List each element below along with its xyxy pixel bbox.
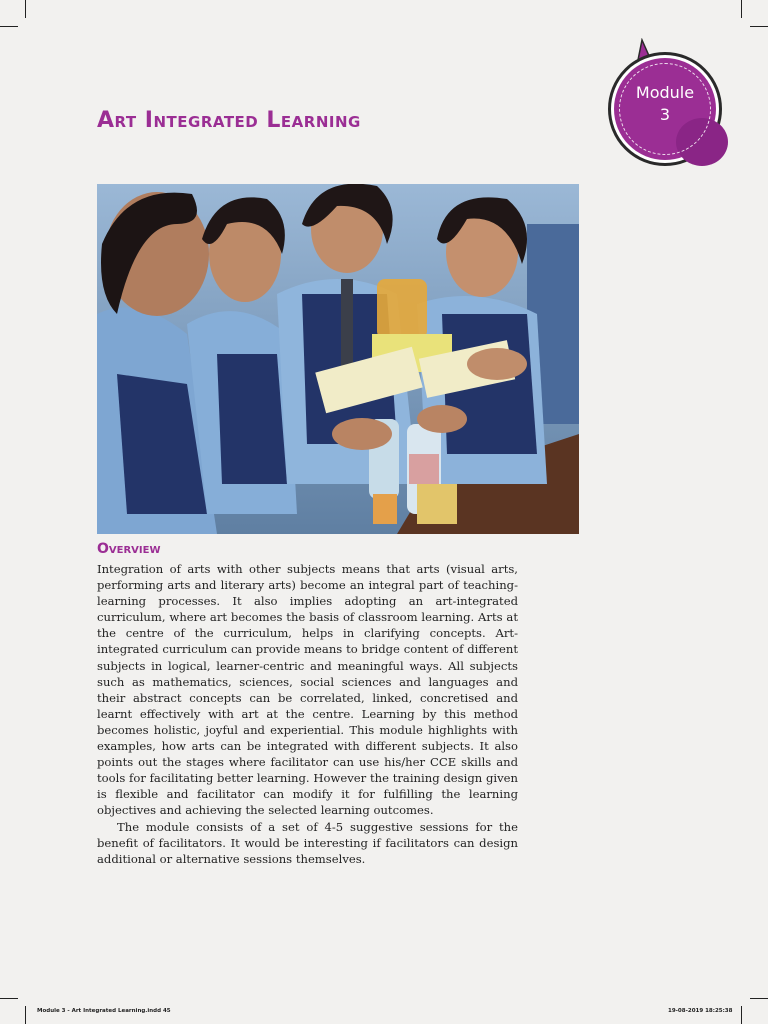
- crop-mark: [0, 26, 18, 27]
- classroom-photo: [97, 184, 579, 534]
- crop-mark: [0, 998, 18, 999]
- badge-label: [614, 82, 716, 126]
- crop-mark: [750, 26, 768, 27]
- crop-mark: [25, 0, 26, 18]
- crop-mark: [741, 0, 742, 18]
- footer-timestamp: 19-08-2019 18:25:38: [668, 1008, 733, 1014]
- badge-line-module: Module: [635, 83, 695, 102]
- crop-mark: [25, 1006, 26, 1024]
- footer-file-info: Module 3 - Art Integrated Learning.indd 45: [37, 1008, 171, 1014]
- paragraph: The module consists of a set of 4-5 suggestive sessions for the benefit of facilitators. It would be interesting if facilitators can design additional or alternative sessions themselves.: [97, 819, 518, 866]
- paragraph: Integration of arts with other subjects means that arts (visual arts, performing arts and literary arts) become an integral part of teaching-learning processes. It also implies adopting an art-integrated curriculum, where art becomes the basis of classroom learning. Arts at the centre of the curriculum, helps in clarifying concepts. Art-integrated curriculum can provide means to bridge content of different subjects in logical, learner-centric and meaningful ways. All subjects such as mathematics, sciences, social sciences and languages and their abstract concepts can be correlated, linked, concretised and learnt effectively with art at the centre. Learning by this method becomes holistic, joyful and experiential. This module highlights with examples, how arts can be integrated with different subjects. It also points out the stages where facilitator can use his/her CCE skills and tools for facilitating better learning. However the training design given is flexible and facilitator can modify it for fulfilling the learning objectives and achieving the selected learning outcomes.: [97, 562, 518, 818]
- badge-line-number: 3: [659, 105, 671, 124]
- crop-mark: [750, 998, 768, 999]
- page-title: Art Integrated Learning: [97, 108, 361, 133]
- module-badge: [606, 38, 732, 168]
- overview-text: [97, 561, 518, 867]
- crop-mark: [741, 1006, 742, 1024]
- section-heading-overview: Overview: [97, 541, 161, 557]
